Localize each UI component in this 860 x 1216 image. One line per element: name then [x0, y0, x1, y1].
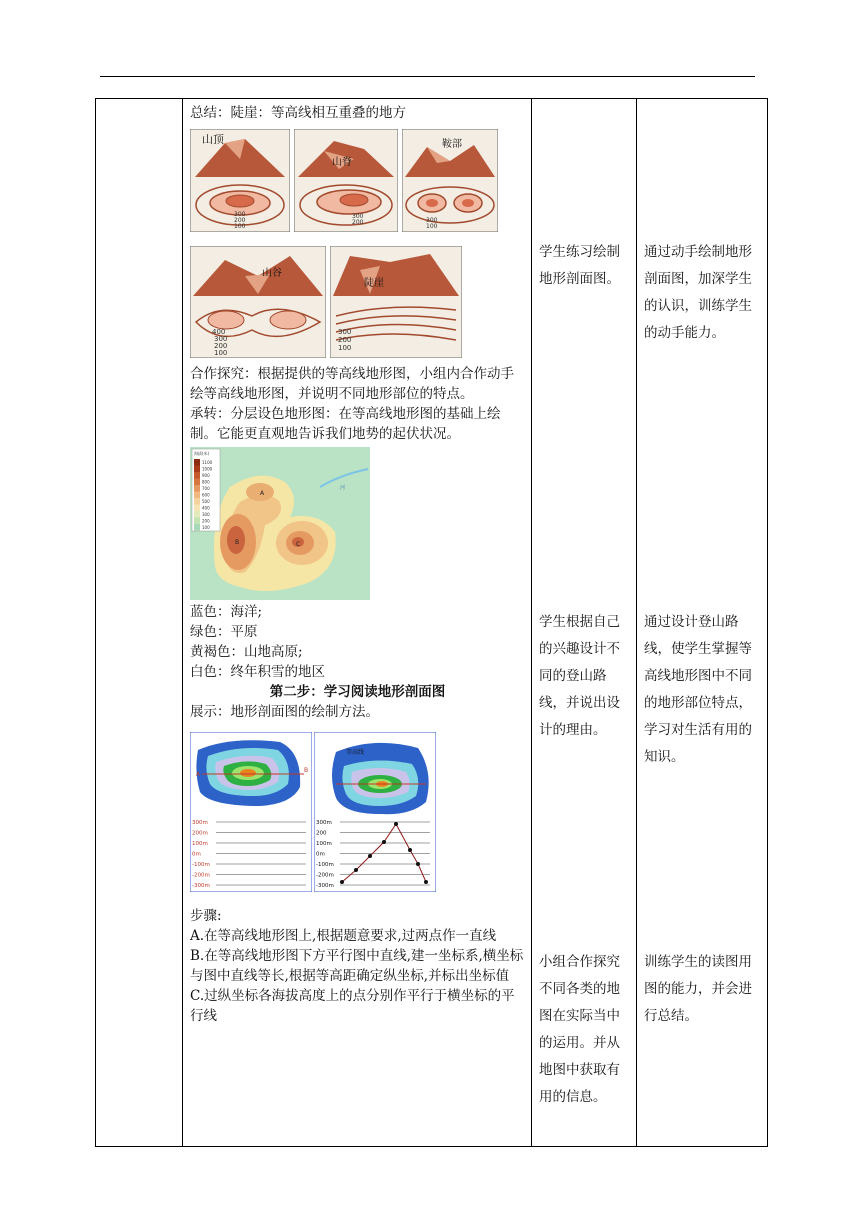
- profile-axis-label: -100m: [316, 862, 334, 868]
- student-activity-3: 小组合作探究不同各类的地图在实际当中的运用。并从地图中获取有用的信息。: [539, 954, 620, 1105]
- color-brown: 黄褐色：山地高原;: [190, 644, 303, 660]
- legend-swatch: [194, 466, 200, 473]
- profile-diagram-left: [190, 732, 312, 892]
- profile-axis-label: 300m: [192, 820, 208, 826]
- legend-swatch: [194, 485, 200, 492]
- design-intent-3: 训练学生的读图用图的能力，并会进行总结。: [644, 954, 752, 1024]
- svg-text:400: 400: [212, 328, 226, 336]
- content-column: [183, 99, 532, 1147]
- svg-text:300: 300: [234, 211, 246, 218]
- profile-axis-label: 0m: [192, 851, 201, 858]
- saddle-terrain-image: [402, 129, 498, 232]
- legend-tick-label: 900: [202, 473, 210, 478]
- design-intent-2: 通过设计登山路线，使学生掌握等高线地形图中不同的地形部位特点，学习对生活有用的知识。: [644, 614, 752, 765]
- legend-swatch: [194, 492, 200, 499]
- peak-label: 山顶: [202, 133, 224, 146]
- legend-swatch: [194, 505, 200, 512]
- svg-text:300: 300: [214, 335, 228, 343]
- ridge-terrain-image: [294, 129, 398, 232]
- svg-text:河: 河: [340, 485, 346, 491]
- ridge-label: 山脊: [332, 157, 352, 168]
- step-c: C.过纵坐标各海拔高度上的点分别作平行于横坐标的平行线: [190, 988, 515, 1024]
- legend-swatch: [194, 511, 200, 518]
- lesson-table: [95, 98, 768, 1147]
- profile-axis-label: -300m: [316, 883, 334, 889]
- stage-column: [96, 99, 183, 1147]
- svg-text:200: 200: [214, 342, 228, 350]
- svg-text:300: 300: [426, 217, 438, 224]
- color-blue: 蓝色：海洋;: [190, 604, 263, 620]
- profile-axis-label: 300m: [316, 820, 332, 826]
- legend-tick-label: 800: [202, 479, 210, 485]
- show-text: 展示：地形剖面图的绘制方法。: [190, 704, 379, 720]
- valley-terrain-image: [190, 246, 326, 358]
- legend-tick-label: 100: [202, 525, 210, 530]
- profile-axis-label: 100m: [316, 841, 332, 847]
- saddle-label: 鞍部: [442, 139, 462, 150]
- profile-axis-label: 200: [316, 830, 327, 837]
- student-activity-2: 学生根据自己的兴趣设计不同的登山路线，并说出设计的理由。: [539, 614, 620, 738]
- profile-axis-label: -200m: [192, 872, 210, 879]
- profile-axis-label: -200m: [316, 872, 334, 879]
- legend-tick-label: 300: [202, 512, 210, 517]
- svg-text:等高线: 等高线: [346, 749, 365, 756]
- layered-tint-map: [190, 447, 370, 600]
- legend-tick-label: 400: [202, 505, 210, 511]
- legend-tick-label: 500: [202, 499, 210, 504]
- color-green: 绿色：平原: [190, 624, 258, 640]
- legend-tick-label: 1000: [202, 466, 213, 472]
- transition-text: 承转：分层设色地形图：在等高线地形图的基础上绘制。它能更直观地告诉我们地势的起伏状况。: [190, 406, 501, 442]
- svg-text:100: 100: [338, 344, 352, 352]
- cliff-label: 陡崖: [364, 278, 384, 289]
- legend-swatch: [194, 479, 200, 486]
- valley-label: 山谷: [262, 268, 282, 279]
- legend-swatch: [194, 498, 200, 505]
- profile-axis-label: 100m: [192, 841, 208, 847]
- svg-text:A: A: [260, 490, 265, 497]
- header-rule: [100, 76, 755, 77]
- svg-text:300: 300: [352, 213, 364, 220]
- profile-axis-label: 200m: [192, 830, 208, 837]
- legend-swatch: [194, 459, 200, 466]
- design-intent-1: 通过动手绘制地形剖面图，加深学生的认识，训练学生的动手能力。: [644, 244, 752, 341]
- profile-diagram-right: [314, 732, 436, 892]
- cliff-terrain-image: [330, 246, 462, 358]
- legend-swatch: [194, 518, 200, 525]
- step2-title: 第二步：学习阅读地形剖面图: [269, 684, 446, 700]
- intent-column: [637, 99, 768, 1147]
- color-white: 白色：终年积雪的地区: [190, 664, 325, 680]
- step-a: A.在等高线地形图上,根据题意要求,过两点作一直线: [190, 928, 497, 944]
- student-column: [532, 99, 637, 1147]
- svg-text:200: 200: [352, 219, 364, 226]
- profile-axis-label: -300m: [192, 883, 210, 889]
- summary-text: 总结：陡崖：等高线相互重叠的地方: [190, 105, 406, 121]
- legend-tick-label: 1100: [202, 460, 213, 465]
- legend-tick-label: 200: [202, 518, 210, 524]
- svg-text:A: A: [196, 771, 201, 778]
- svg-text:C: C: [296, 541, 301, 548]
- legend-swatch: [194, 472, 200, 479]
- steps-title: 步骤:: [190, 908, 222, 924]
- step-b: B.在等高线地形图下方平行图中直线,建一坐标系,横坐标与图中直线等长,根据等高距确定纵坐标,并标出坐标值: [190, 948, 524, 984]
- legend-swatch: [194, 524, 200, 531]
- svg-text:100: 100: [214, 349, 228, 357]
- svg-text:100: 100: [234, 223, 246, 230]
- legend-tick-label: 600: [202, 492, 210, 498]
- coop-text: 合作探究：根据提供的等高线地形图，小组内合作动手绘等高线地形图，并说明不同地形部位的特点。: [190, 366, 514, 402]
- svg-text:200: 200: [234, 217, 246, 224]
- svg-text:300: 300: [338, 328, 352, 336]
- student-activity-1: 学生练习绘制地形剖面图。: [539, 244, 620, 287]
- svg-text:B: B: [235, 539, 240, 546]
- svg-text:200: 200: [338, 336, 352, 344]
- profile-axis-label: -100m: [192, 862, 210, 868]
- svg-text:B: B: [304, 767, 309, 774]
- svg-text:100: 100: [426, 223, 438, 230]
- legend-tick-label: 700: [202, 486, 210, 491]
- profile-axis-label: 0m: [316, 851, 325, 858]
- map-legend-title: 海拔(米): [194, 451, 210, 456]
- peak-terrain-image: [190, 129, 290, 232]
